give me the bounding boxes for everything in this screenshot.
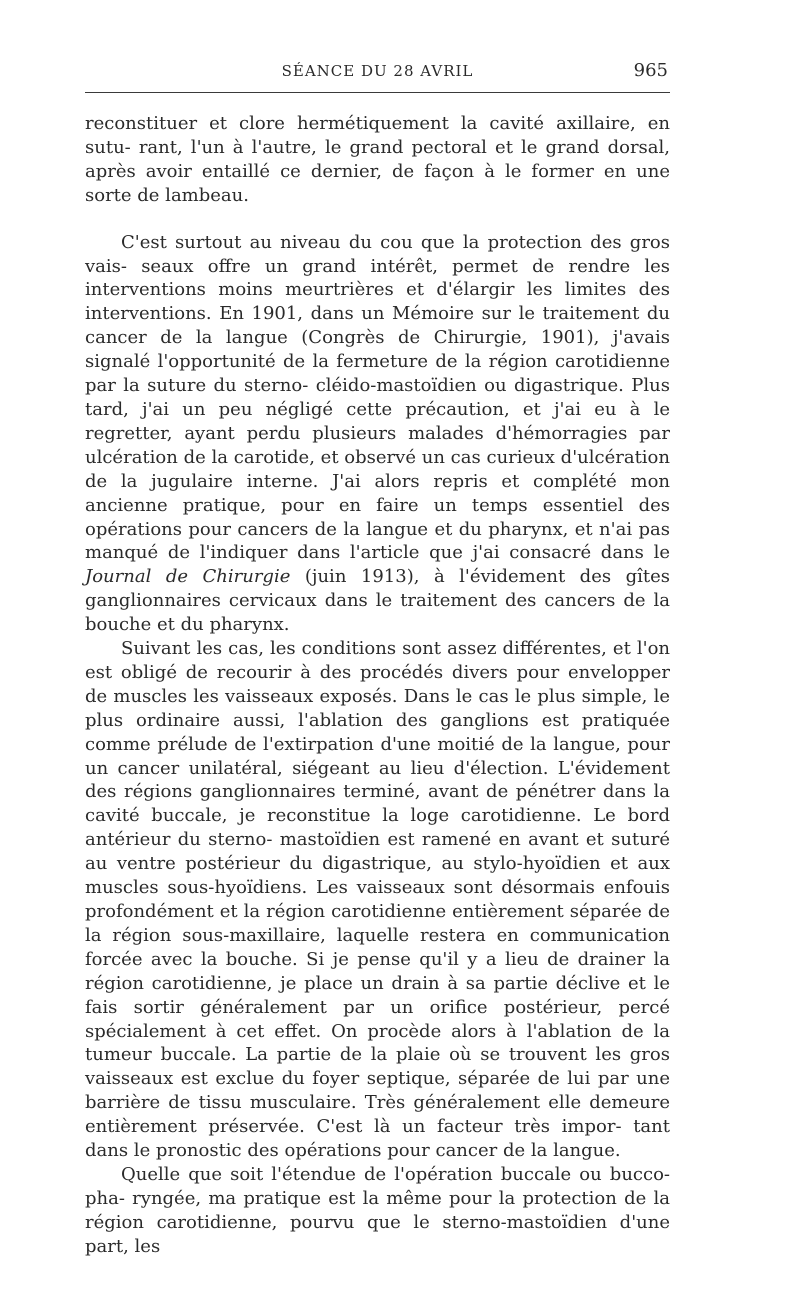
page-header xyxy=(85,56,670,93)
paragraph-2 xyxy=(85,231,670,637)
paragraph-1: reconstituer et clore hermétiquement la cavité axillaire, en sutu- rant, l'un à l'autre, le grand pectoral et le grand dorsal, après avoir entaillé ce dernier, de façon à le former en une sorte de lambeau. xyxy=(85,113,670,206)
page-number: 965 xyxy=(633,60,668,81)
paragraph-2-part-a: C'est surtout au niveau du cou que la protection des gros vais- seaux offre un grand intérêt, permet de rendre les interventions moins meurtrières et d'élargir les limites des interventions. En 1901, dans un Mémoire sur le traitement du cancer de la langue (Congrès de Chirurgie, 1901), j'avais signalé l'opportunité de la fermeture de la région carotidienne par la suture du sterno- cléido-mastoïdien ou digastrique. Plus tard, j'ai un peu négligé cette précaution, et j'ai eu à le regretter, ayant perdu plusieurs malades d'hémorragies par ulcération de la carotide, et observé un cas curieux d'ulcération de la jugulaire interne. J'ai alors repris et complété mon ancienne pratique, pour en faire un temps essentiel des opérations pour cancers de la langue et du pharynx, et n'ai pas manqué de l'indiquer dans l'article que j'ai consacré dans le xyxy=(85,231,670,564)
body-text xyxy=(85,112,670,1259)
journal-title: Journal de Chirurgie xyxy=(85,566,291,588)
paragraph-4: Quelle que soit l'étendue de l'opération buccale ou bucco-pha- ryngée, ma pratique est la même pour la protection de la région carotidienne, pourvu que le sterno-mastoïdien d'une part, les xyxy=(85,1163,670,1257)
paragraph-2-part-b: (juin 1913), à l'évidement des gîtes ganglionnaires cervicaux dans le traitement des cancers de la bouche et du pharynx. xyxy=(85,566,670,636)
running-title: SÉANCE DU 28 AVRIL xyxy=(281,62,474,80)
paragraph-3: Suivant les cas, les conditions sont assez différentes, et l'on est obligé de recourir à des procédés divers pour envelopper de muscles les vaisseaux exposés. Dans le cas le plus simple, le plus ordinaire aussi, l'ablation des ganglions est pratiquée comme prélude de l'extirpation d'une moitié de la langue, pour un cancer unilatéral, siégeant au lieu d'élection. L'évidement des régions ganglionnaires terminé, avant de pénétrer dans la cavité buccale, je reconstitue la loge carotidienne. Le bord antérieur du sterno- mastoïdien est ramené en avant et suturé au ventre postérieur du digastrique, au stylo-hyoïdien et aux muscles sous-hyoïdiens. Les vaisseaux sont désormais enfouis profondément et la région carotidienne entièrement séparée de la région sous-maxillaire, laquelle restera en communication forcée avec la bouche. Si je pense qu'il y a lieu de drainer la région carotidienne, je place un drain à sa partie déclive et le fais sortir généralement par un orifice postérieur, percé spécialement à cet effet. On procède alors à l'ablation de la tumeur buccale. La partie de la plaie où se trouvent les gros vaisseaux est exclue du foyer septique, séparée de lui par une barrière de tissu musculaire. Très généralement elle demeure entièrement préservée. C'est là un facteur très impor- tant dans le pronostic des opérations pour cancer de la langue. xyxy=(85,638,670,1162)
